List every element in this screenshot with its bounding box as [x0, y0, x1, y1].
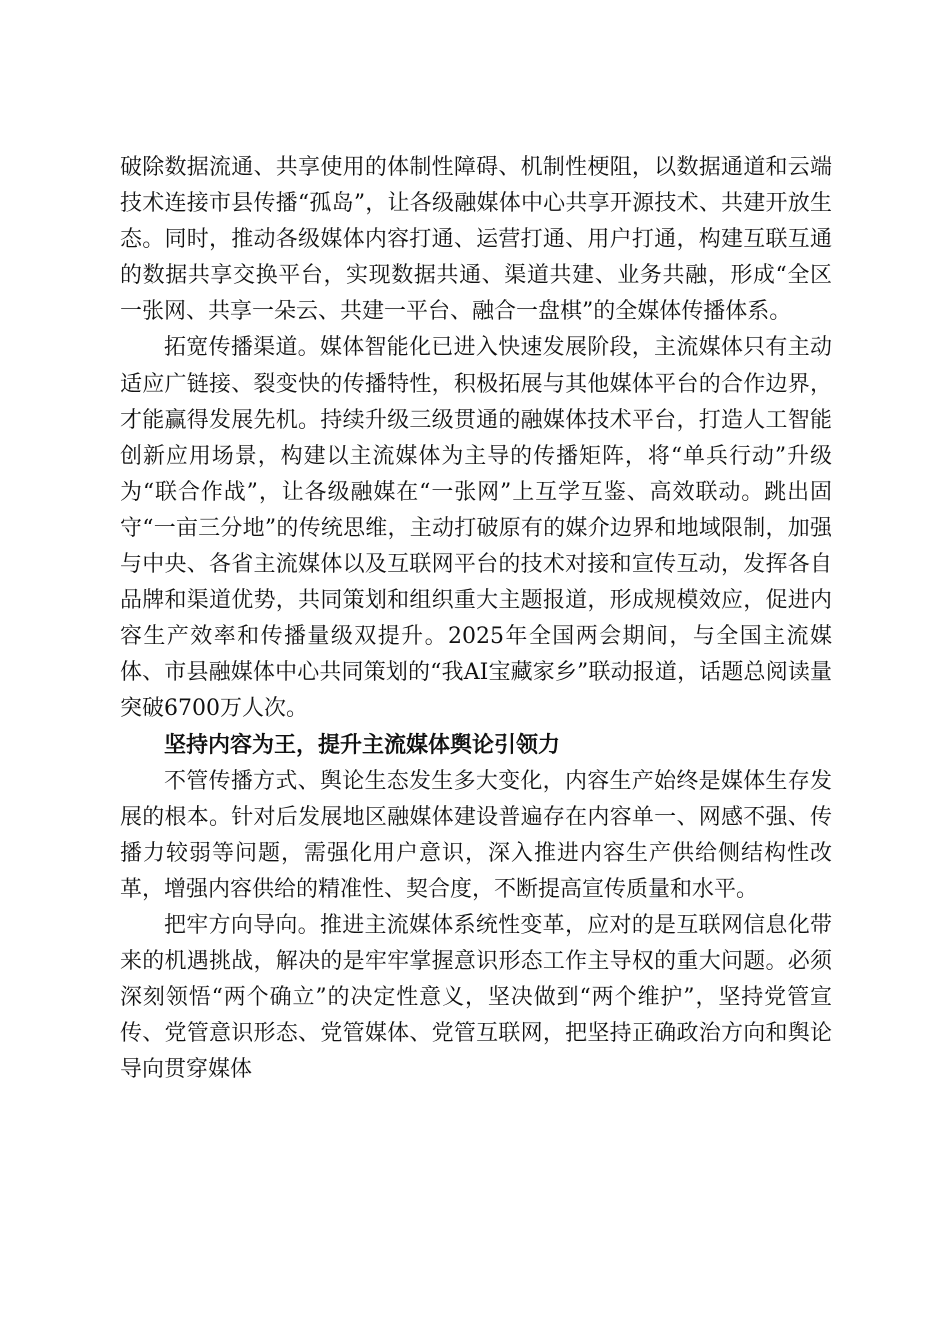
- article-body: [120, 150, 832, 1088]
- paragraph-broaden-channels: 拓宽传播渠道。媒体智能化已进入快速发展阶段，主流媒体只有主动适应广链接、裂变快的传播特性，积极拓展与其他媒体平台的合作边界，才能赢得发展先机。持续升级三级贯通的融媒体技术平台，打造人工智能创新应用场景，构建以主流媒体为主导的传播矩阵，将“单兵行动”升级为“联合作战”，让各级融媒在“一张网”上互学互鉴、高效联动。跳出固守“一亩三分地”的传统思维，主动打破原有的媒介边界和地域限制，加强与中央、各省主流媒体以及互联网平台的技术对接和宣传互动，发挥各自品牌和渠道优势，共同策划和组织重大主题报道，形成规模效应，促进内容生产效率和传播量级双提升。2025年全国两会期间，与全国主流媒体、市县融媒体中心共同策划的“我AI宝藏家乡”联动报道，话题总阅读量突破6700万人次。: [120, 335, 832, 722]
- paragraph-direction-guidance: 把牢方向导向。推进主流媒体系统性变革，应对的是互联网信息化带来的机遇挑战，解决的是牢牢掌握意识形态工作主导权的重大问题。必须深刻领悟“两个确立”的决定性意义，坚决做到“两个维护”，坚持党管宣传、党管意识形态、党管媒体、党管互联网，把坚持正确政治方向和舆论导向贯穿媒体: [120, 912, 832, 1083]
- paragraph-data-sharing: 破除数据流通、共享使用的体制性障碍、机制性梗阻，以数据通道和云端技术连接市县传播“孤岛”，让各级融媒体中心共享开源技术、共建开放生态。同时，推动各级媒体内容打通、运营打通、用户打通，构建互联互通的数据共享交换平台，实现数据共通、渠道共建、业务共融，形成“全区一张网、共享一朵云、共建一平台、融合一盘棋”的全媒体传播体系。: [120, 155, 832, 325]
- paragraph-content-production: 不管传播方式、舆论生态发生多大变化，内容生产始终是媒体生存发展的根本。针对后发展地区融媒体建设普遍存在内容单一、网感不强、传播力较弱等问题，需强化用户意识，深入推进内容生产供给侧结构性改革，增强内容供给的精准性、契合度，不断提高宣传质量和水平。: [120, 768, 832, 902]
- section-heading: 坚持内容为王，提升主流媒体舆论引领力: [164, 732, 561, 758]
